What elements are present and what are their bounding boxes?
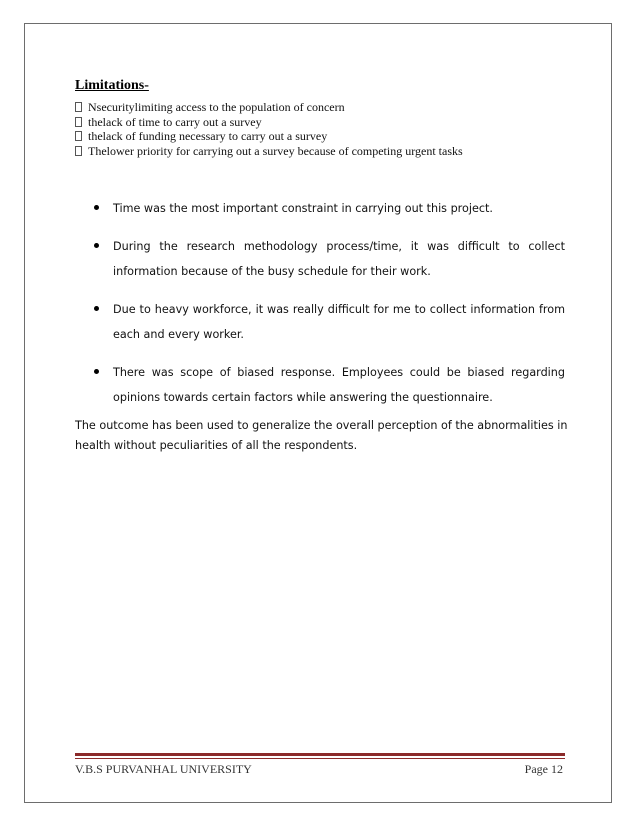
limitations-bullet-list	[75, 196, 565, 423]
box-list-item	[75, 144, 463, 159]
bullet-item	[75, 297, 565, 347]
bullet-text: Time was the most important constraint in carrying out this project.	[113, 202, 493, 215]
bullet-text: During the research methodology process/time, it was difficult to collect information because of the busy schedule for their work.	[113, 240, 565, 278]
bullet-item	[75, 360, 565, 410]
checkbox-glyph-icon	[75, 102, 82, 112]
box-list-item	[75, 115, 463, 130]
checkbox-glyph-icon	[75, 146, 82, 156]
bullet-dot-icon	[94, 369, 99, 374]
box-list-item-text: Thelower priority for carrying out a survey because of competing urgent tasks	[88, 143, 463, 158]
footer-university-name: V.B.S PURVANHAL UNIVERSITY	[75, 762, 252, 776]
checkbox-glyph-icon	[75, 131, 82, 141]
bullet-text: There was scope of biased response. Employees could be biased regarding opinions towards certain factors while answering the questionnaire.	[113, 366, 565, 404]
checkbox-glyph-icon	[75, 117, 82, 127]
bullet-dot-icon	[94, 243, 99, 248]
bullet-dot-icon	[94, 306, 99, 311]
box-list-item-text: Nsecuritylimiting access to the population of concern	[88, 100, 345, 114]
footer-rule-thin	[75, 758, 565, 759]
footer-rule	[75, 753, 565, 756]
footer-page-number: Page 12	[524, 762, 563, 776]
box-list-item	[75, 100, 463, 115]
bullet-item	[75, 234, 565, 284]
limitations-box-list	[75, 100, 463, 158]
section-heading: Limitations-	[75, 78, 149, 93]
box-list-item	[75, 129, 463, 144]
bullet-dot-icon	[94, 205, 99, 210]
bullet-text: Due to heavy workforce, it was really difficult for me to collect information from each and every worker.	[113, 303, 565, 341]
box-list-item-text: thelack of funding necessary to carry out a survey	[88, 129, 328, 143]
bullet-item	[75, 196, 565, 221]
box-list-item-text: thelack of time to carry out a survey	[88, 114, 262, 129]
closing-paragraph: The outcome has been used to generalize the overall perception of the abnormalities in health without peculiarities of all the respondents.	[75, 419, 568, 452]
